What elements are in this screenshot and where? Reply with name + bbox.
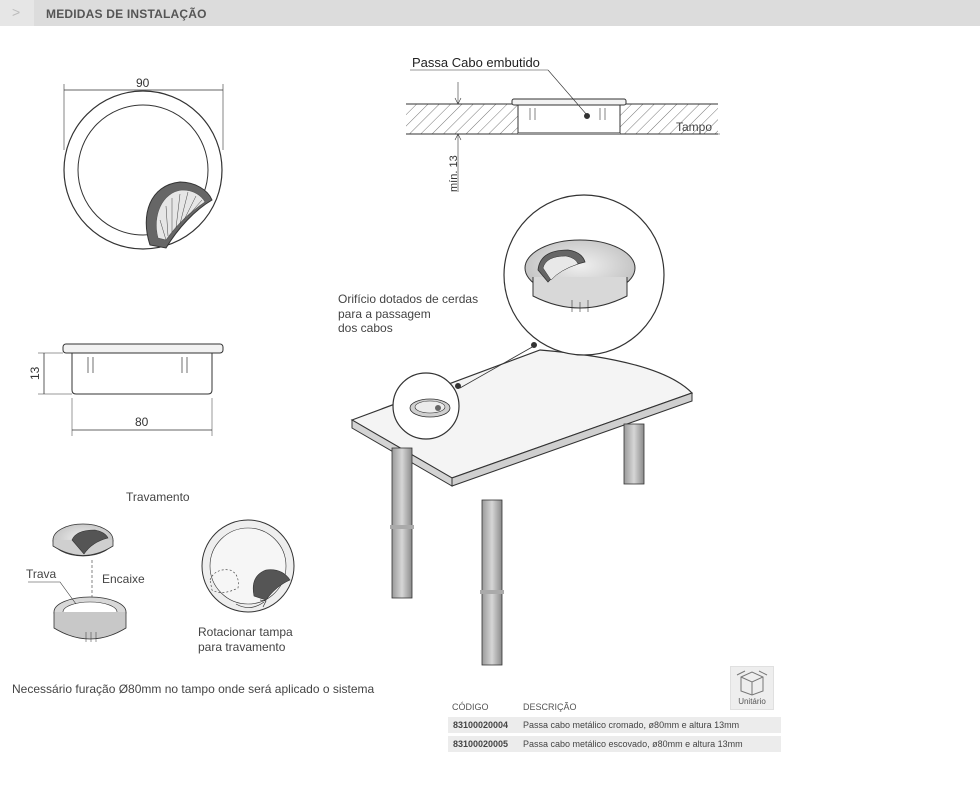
side-view xyxy=(38,344,223,436)
label-tampo: Tampo xyxy=(676,120,713,134)
col-desc: DESCRIÇÃO xyxy=(523,702,577,712)
label-travamento: Travamento xyxy=(126,490,190,504)
lock-exploded xyxy=(28,520,294,642)
label-encaixe: Encaixe xyxy=(102,572,145,586)
drilling-note: Necessário furação Ø80mm no tampo onde será aplicado o sistema xyxy=(12,682,375,696)
label-bristles-1: Orifício dotados de cerdas xyxy=(338,292,479,306)
product-desc: Passa cabo metálico escovado, ø80mm e altura 13mm xyxy=(523,739,743,749)
dim-min-depth: mín. 13 xyxy=(448,155,460,192)
product-code: 83100020005 xyxy=(453,739,509,749)
chevron-right-icon: > xyxy=(12,4,21,20)
unit-package xyxy=(730,666,774,710)
dim-bottom-width: 80 xyxy=(135,415,149,429)
desk-illustration xyxy=(352,195,692,665)
product-desc: Passa cabo metálico cromado, ø80mm e altura 13mm xyxy=(523,720,740,730)
box-icon xyxy=(731,667,773,697)
unit-label: Unitário xyxy=(738,697,766,706)
section-title: MEDIDAS DE INSTALAÇÃO xyxy=(46,7,207,21)
product-code: 83100020004 xyxy=(453,720,509,730)
label-bristles-2: para a passagem xyxy=(338,307,431,321)
dim-top-width: 90 xyxy=(136,76,150,90)
label-rotate-2: para travamento xyxy=(198,640,286,654)
dim-height: 13 xyxy=(28,366,42,380)
table-row xyxy=(448,736,781,752)
top-view xyxy=(64,84,223,249)
table-row xyxy=(448,717,781,733)
label-embedded: Passa Cabo embutido xyxy=(412,55,540,70)
label-trava: Trava xyxy=(26,567,57,581)
label-bristles-3: dos cabos xyxy=(338,321,393,335)
label-rotate-1: Rotacionar tampa xyxy=(198,625,293,639)
col-code: CÓDIGO xyxy=(452,702,489,712)
